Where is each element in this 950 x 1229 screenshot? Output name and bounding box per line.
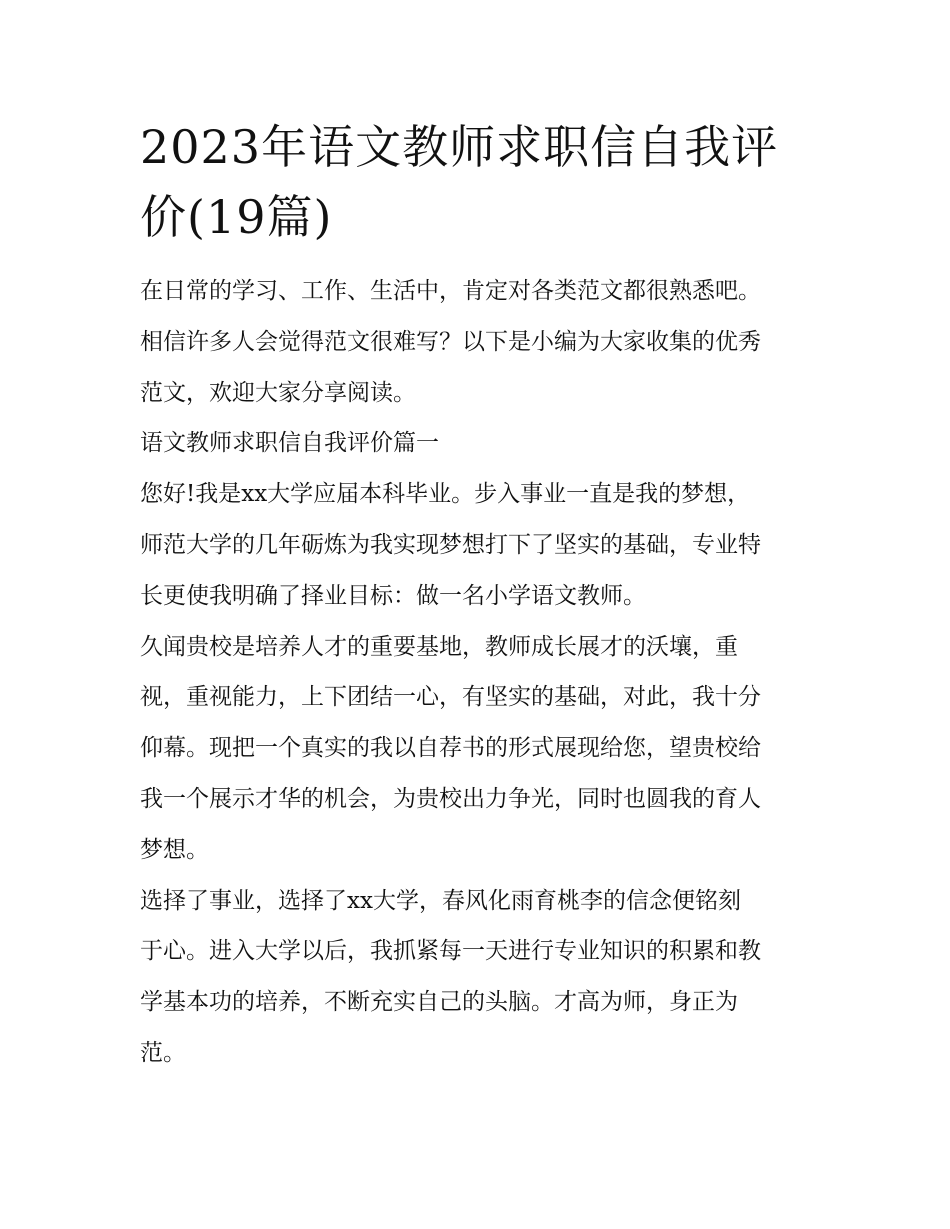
text-line: 在日常的学习、工作、生活中，肯定对各类范文都很熟悉吧。 <box>140 278 761 304</box>
text-line: 长更使我明确了择业目标：做一名小学语文教师。 <box>140 582 646 609</box>
text-line: 语文教师求职信自我评价篇一 <box>140 430 439 457</box>
title-line-1: 2023年语文教师求职信自我评 <box>140 120 779 174</box>
text-line: 于心。进入大学以后，我抓紧每一天进行专业知识的积累和教 <box>140 938 761 965</box>
text-line: 久闻贵校是培养人才的重要基地，教师成长展才的沃壤，重 <box>140 633 738 660</box>
document-page <box>140 112 816 1079</box>
document-title <box>140 112 816 252</box>
text-line: 选择了事业，选择了xx大学，春风化雨育桃李的信念便铭刻 <box>140 887 741 914</box>
intro-paragraph <box>140 266 816 418</box>
text-line: 我一个展示才华的机会，为贵校出力争光，同时也圆我的育人 <box>140 785 761 812</box>
text-line: 师范大学的几年砺炼为我实现梦想打下了坚实的基础，专业特 <box>140 531 761 558</box>
body-paragraph-2 <box>140 622 816 876</box>
text-line: 视，重视能力，上下团结一心，有坚实的基础，对此，我十分 <box>140 684 761 711</box>
text-line: 学基本功的培养，不断充实自己的头脑。才高为师，身正为 <box>140 989 738 1016</box>
section-heading <box>140 418 816 469</box>
text-line: 范。 <box>140 1039 186 1066</box>
body-paragraph-1 <box>140 469 816 621</box>
text-line: 仰幕。现把一个真实的我以自荐书的形式展现给您，望贵校给 <box>140 735 761 762</box>
text-line: 范文，欢迎大家分享阅读。 <box>140 379 416 406</box>
body-paragraph-3 <box>140 876 816 1079</box>
text-line: 梦想。 <box>140 836 209 863</box>
title-line-2: 价(19篇) <box>140 190 333 244</box>
text-line: 您好!我是xx大学应届本科毕业。步入事业一直是我的梦想， <box>140 481 751 508</box>
text-line: 相信许多人会觉得范文很难写？以下是小编为大家收集的优秀 <box>140 328 761 355</box>
